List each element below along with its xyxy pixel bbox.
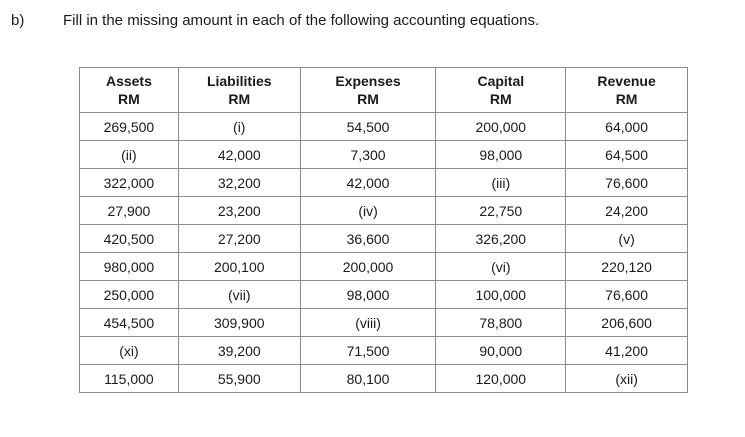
header-unit: RM <box>228 91 251 107</box>
liabilities-cell: 32,200 <box>178 169 300 197</box>
liabilities-cell: 200,100 <box>178 253 300 281</box>
expenses-cell: 71,500 <box>300 337 436 365</box>
revenue-cell: 64,500 <box>566 141 688 169</box>
table-row <box>80 197 688 225</box>
assets-cell: 269,500 <box>80 113 179 141</box>
expenses-cell: (viii) <box>300 309 436 337</box>
revenue-cell: 76,600 <box>566 281 688 309</box>
capital-cell: 90,000 <box>436 337 566 365</box>
header-unit: RM <box>357 91 379 107</box>
revenue-cell: (xii) <box>566 365 688 393</box>
table-row <box>80 141 688 169</box>
expenses-cell: 80,100 <box>300 365 436 393</box>
header-title: Expenses <box>335 73 401 89</box>
header-assets <box>80 68 179 113</box>
assets-cell: 250,000 <box>80 281 179 309</box>
accounting-equations-table <box>79 67 688 393</box>
liabilities-cell: 55,900 <box>178 365 300 393</box>
header-unit: RM <box>489 91 512 107</box>
capital-cell: 98,000 <box>436 141 566 169</box>
header-unit: RM <box>118 91 140 107</box>
revenue-cell: 41,200 <box>566 337 688 365</box>
expenses-cell: 98,000 <box>300 281 436 309</box>
header-unit: RM <box>615 91 638 107</box>
capital-cell: (iii) <box>436 169 566 197</box>
assets-cell: 27,900 <box>80 197 179 225</box>
assets-cell: 980,000 <box>80 253 179 281</box>
capital-cell: 326,200 <box>436 225 566 253</box>
question-label: b) <box>11 12 25 29</box>
assets-cell: 420,500 <box>80 225 179 253</box>
question-text: Fill in the missing amount in each of the following accounting equations. <box>63 12 540 29</box>
table-row <box>80 225 688 253</box>
header-title: Assets <box>105 73 152 89</box>
capital-cell: 78,800 <box>436 309 566 337</box>
table-row <box>80 253 688 281</box>
capital-cell: (vi) <box>436 253 566 281</box>
revenue-cell: 64,000 <box>566 113 688 141</box>
table-row <box>80 309 688 337</box>
header-liabilities <box>178 68 300 113</box>
liabilities-cell: 39,200 <box>178 337 300 365</box>
liabilities-cell: 23,200 <box>178 197 300 225</box>
revenue-cell: (v) <box>566 225 688 253</box>
capital-cell: 120,000 <box>436 365 566 393</box>
liabilities-cell: 27,200 <box>178 225 300 253</box>
expenses-cell: 200,000 <box>300 253 436 281</box>
assets-cell: (xi) <box>80 337 179 365</box>
expenses-cell: 36,600 <box>300 225 436 253</box>
capital-cell: 22,750 <box>436 197 566 225</box>
header-expenses <box>300 68 436 113</box>
header-revenue <box>566 68 688 113</box>
table-row <box>80 169 688 197</box>
assets-cell: 115,000 <box>80 365 179 393</box>
assets-cell: (ii) <box>80 141 179 169</box>
revenue-cell: 24,200 <box>566 197 688 225</box>
capital-cell: 200,000 <box>436 113 566 141</box>
expenses-cell: 7,300 <box>300 141 436 169</box>
liabilities-cell: (i) <box>178 113 300 141</box>
table-row <box>80 113 688 141</box>
assets-cell: 322,000 <box>80 169 179 197</box>
header-row <box>80 68 688 113</box>
revenue-cell: 206,600 <box>566 309 688 337</box>
table-row <box>80 365 688 393</box>
assets-cell: 454,500 <box>80 309 179 337</box>
header-capital <box>436 68 566 113</box>
revenue-cell: 76,600 <box>566 169 688 197</box>
expenses-cell: 42,000 <box>300 169 436 197</box>
liabilities-cell: 42,000 <box>178 141 300 169</box>
table-row <box>80 337 688 365</box>
liabilities-cell: (vii) <box>178 281 300 309</box>
expenses-cell: 54,500 <box>300 113 436 141</box>
capital-cell: 100,000 <box>436 281 566 309</box>
header-title: Capital <box>477 73 525 89</box>
header-title: Liabilities <box>206 73 272 89</box>
header-title: Revenue <box>597 73 656 89</box>
expenses-cell: (iv) <box>300 197 436 225</box>
liabilities-cell: 309,900 <box>178 309 300 337</box>
revenue-cell: 220,120 <box>566 253 688 281</box>
table-row <box>80 281 688 309</box>
